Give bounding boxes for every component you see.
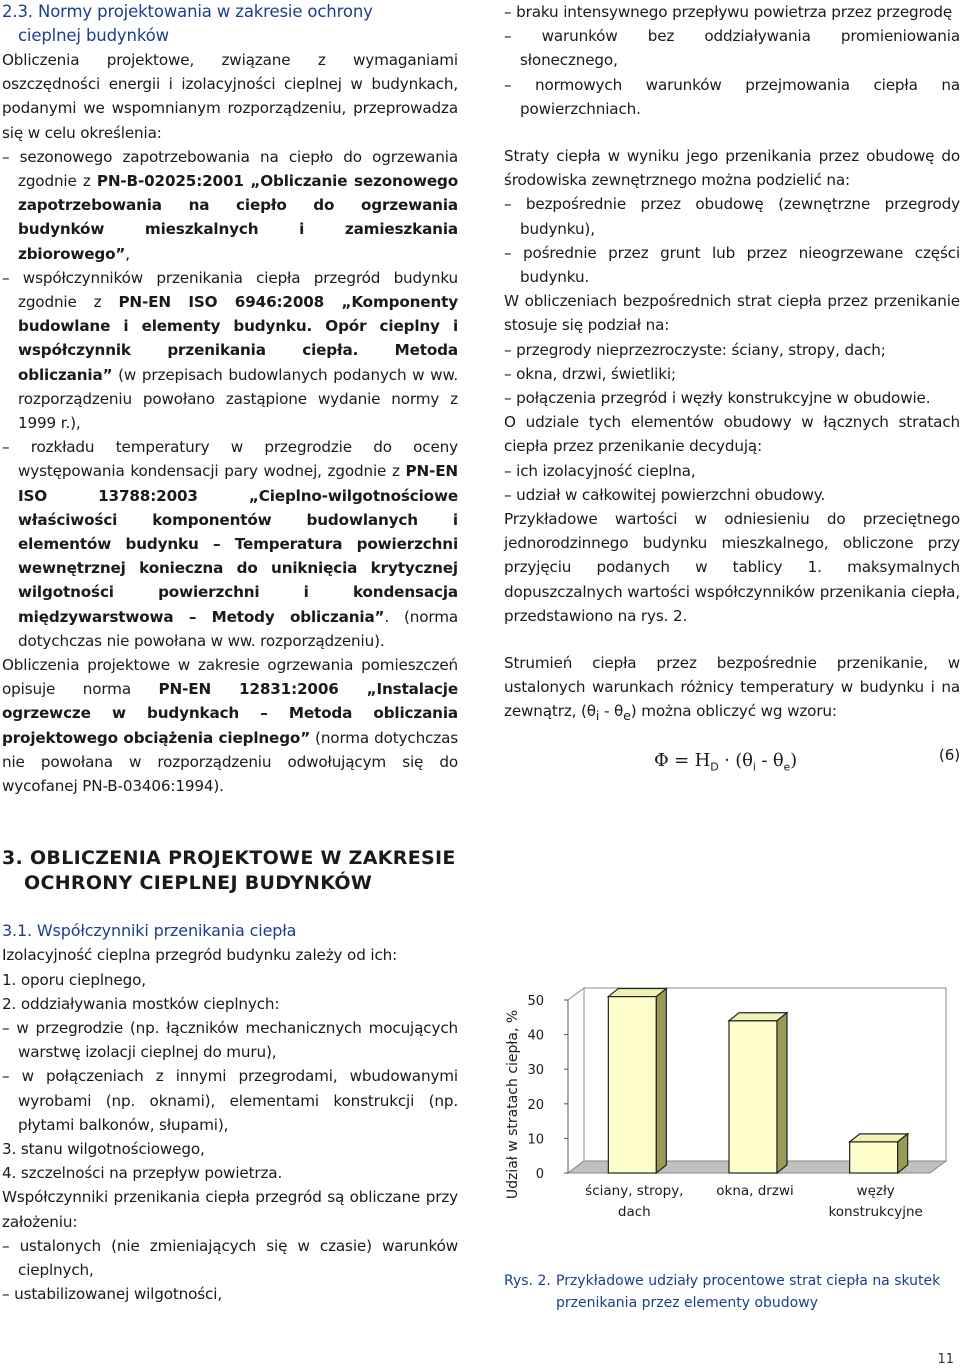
assumptions-intro: Współczynniki przenikania ciepła przegród są obliczane przy założeniu: [2,1188,458,1231]
standard-reference: PN-EN ISO 13788:2003 „Cieplno-wilgotnościowe właściwości komponentów budowlanych i elementów budynku – Temperatura powierzchni wewnętrznej konieczna do uniknięcia krytycznej wilgotności powierzchni i kondensacja międzywarstwowa – Metody obliczania” [18,462,458,626]
x-category-label: konstrukcyjne [828,1204,923,1220]
list-item-transmittance [2,266,458,435]
list-item-text: – współczynników przenikania ciepła przegród budynku zgodnie z [2,268,458,312]
element-item: – połączenia przegród i węzły konstrukcyjne w obudowie. [504,389,931,408]
formula-part: · (θ [718,749,753,771]
y-axis-title: Udział w stratach ciepła, % [505,1009,521,1200]
assumption-item: – braku intensywnego przepływu powietrza przez przegrodę [504,3,953,21]
chart-labels [585,1183,923,1220]
loss-item: – pośrednie przez grunt lub przez nieogrzewane części budynku. [504,243,960,287]
bar-side [656,989,666,1173]
loss-item: – bezpośrednie przez obudowę (zewnętrzne przegrody budynku), [504,195,960,238]
share-intro: O udziale tych elementów obudowy w łącznych stratach ciepła przez przenikanie decydują: [504,413,960,456]
right-column [504,0,960,783]
list-item-text: – sezonowego zapotrzebowania na ciepło do ogrzewania zgodnie z [2,147,458,191]
factor-item: 2. oddziaływania mostków cieplnych: [2,994,280,1013]
heat-flow-paragraph [504,651,960,729]
standard-reference: PN-B-02025:2001 „Obliczanie sezonowego zapotrzebowania na ciepło do ogrzewania budynków mieszkalnych i zamieszkania zbiorowego” [18,172,458,263]
paragraph-text: ) można obliczyć wg wzoru: [630,702,837,721]
section-2-3-title-line-2: cieplnej budynków [18,26,169,45]
section-2-3-number: 2.3. [2,2,33,21]
element-item: – przegrody nieprzezroczyste: ściany, stropy, dach; [504,340,886,359]
y-tick-label: 0 [535,1167,544,1182]
factor-item: 1. oporu cieplnego, [2,970,146,989]
x-category-label: dach [617,1204,651,1220]
losses-intro: Straty ciepła w wyniku jego przenikania przez obudowę do środowiska zewnętrznego można podzielić na: [504,147,960,190]
section-3-title-line-2: OCHRONY CIEPLNEJ BUDYNKÓW [24,872,373,895]
factor-item: 3. stanu wilgotnościowego, [2,1139,205,1158]
formula-part: ) [790,749,798,771]
share-item: – ich izolacyjność cieplna, [504,461,696,480]
section-3-1-heading: 3.1. Współczynniki przenikania ciepła [2,921,297,941]
factors-intro: Izolacyjność cieplna przegród budynku zależy od ich: [2,946,398,965]
paragraph-text: (norma dotychczas nie powołana w rozporządzeniu odwołującym się do wycofanej PN-B-03406:1994). [2,728,458,796]
list-item-text: , [125,244,130,263]
standard-reference: PN-EN 12831:2006 „Instalacje ogrzewcze w budynkach – Metoda obliczania projektowego obciążenia cieplnego” [2,680,458,747]
equation-number: (6) [938,745,960,764]
paragraph-text: Strumień ciepła przez bezpośrednie przenikanie, w ustalonych warunkach różnicy temperatury w budynku i na zewnątrz, (θ [504,654,960,721]
assumption-item: – warunków bez oddziaływania promieniowania słonecznego, [504,27,960,70]
x-category-label: okna, drzwi [716,1183,794,1199]
list-item-text: . (norma dotychczas nie powołana w ww. rozporządzeniu). [18,607,458,650]
assumption-item: – ustalonych (nie zmieniających się w czasie) warunków cieplnych, [2,1236,458,1279]
formula-subscript: D [710,760,719,774]
y-tick-label: 20 [527,1097,544,1113]
section-2-3-heading [2,0,458,48]
caption-text-line-1: Przykładowe udziały procentowe strat ciepła na skutek [556,1273,941,1289]
formula-subscript: e [783,760,791,774]
formula-part: - θ [755,749,784,771]
formula [654,749,797,780]
paragraph-text: - θ [599,702,624,721]
assumption-item: – normowych warunków przejmowania ciepła na powierzchniach. [504,75,960,118]
section-2-3-title-line-1: Normy projektowania w zakresie ochrony [38,2,373,21]
section-3-title-line-1: OBLICZENIA PROJEKTOWE W ZAKRESIE [29,847,456,870]
example-paragraph: Przykładowe wartości w odniesieniu do przeciętnego jednorodzinnego budynku mieszkalnego, obliczone przy przyjęciu podanych w tablicy 1. maksymalnych dopuszczalnych wartości współczynników przenikania ciepła, przedstawiono na rys. 2. [504,510,960,625]
section-3-heading [2,846,458,896]
share-item: – udział w całkowitej powierzchni obudowy. [504,485,826,504]
bar [729,1013,787,1173]
heating-paragraph [2,653,458,798]
page-number: 11 [937,1352,954,1367]
factor-item: 4. szczelności na przepływ powietrza. [2,1164,283,1183]
caption-text-line-2: przenikania przez elementy obudowy [556,1295,818,1311]
subscript: e [623,708,631,724]
paragraph-text: Obliczenia projektowe w zakresie ogrzewania pomieszczeń opisuje norma [2,656,458,699]
direct-losses-intro: W obliczeniach bezpośrednich strat ciepła przez przenikanie stosuje się podział na: [504,292,960,335]
y-tick-label: 40 [527,1028,544,1044]
caption-label: Rys. 2. [504,1273,551,1289]
factor-subitem: – w przegrodzie (np. łączników mechanicznych mocujących warstwę izolacji cieplnej do muru), [2,1018,458,1062]
bar [850,1134,908,1173]
list-item-text: (w przepisach budowlanych podanych w ww. rozporządzeniu powołano zastąpione wydanie normy z 1999 r.), [18,365,458,433]
chart-svg [490,968,960,1228]
list-item-seasonal-demand [2,145,458,266]
chart-side-wall [568,988,584,1173]
bar [608,989,666,1173]
assumption-item: – ustabilizowanej wilgotności, [2,1285,223,1304]
formula-part: Φ = H [654,749,711,771]
bar-side [777,1013,787,1173]
formula-subscript: i [752,760,756,774]
bar-front [729,1021,777,1173]
standard-reference: PN-EN ISO 6946:2008 „Komponenty budowlane i elementy budynku. Opór cieplny i współczynnik przenikania ciepła. Metoda obliczania” [18,293,458,384]
bar-front [608,997,656,1173]
list-item-temperature-distribution [2,435,458,653]
y-tick-label: 10 [527,1132,544,1148]
list-item-text: – rozkładu temperatury w przegrodzie do oceny występowania kondensacji pary wodnej, zgodnie z [2,438,458,481]
intro-paragraph: Obliczenia projektowe, związane z wymaganiami oszczędności energii i izolacyjności cieplnej w budynkach, podanymi we wspomnianym rozporządzeniu, przeprowadza się w celu określenia: [2,51,458,142]
heat-loss-bar-chart [490,968,960,1228]
section-3-number: 3. [2,847,24,870]
chart-axes [505,994,568,1199]
x-category-label: węzły [856,1183,895,1199]
factor-subitem: – w połączeniach z innymi przegrodami, wbudowanymi wyrobami (np. oknami), elementami konstrukcji (np. płytami balkonów, słupami), [2,1067,458,1134]
figure-caption [504,1270,960,1314]
y-tick-label: 30 [527,1063,544,1079]
bar-front [850,1142,898,1173]
element-item: – okna, drzwi, świetliki; [504,364,676,383]
y-tick-label: 50 [527,994,544,1009]
equation-6 [504,743,960,783]
subscript: i [595,708,600,724]
x-category-label: ściany, stropy, [585,1183,684,1199]
left-column [2,0,458,1306]
